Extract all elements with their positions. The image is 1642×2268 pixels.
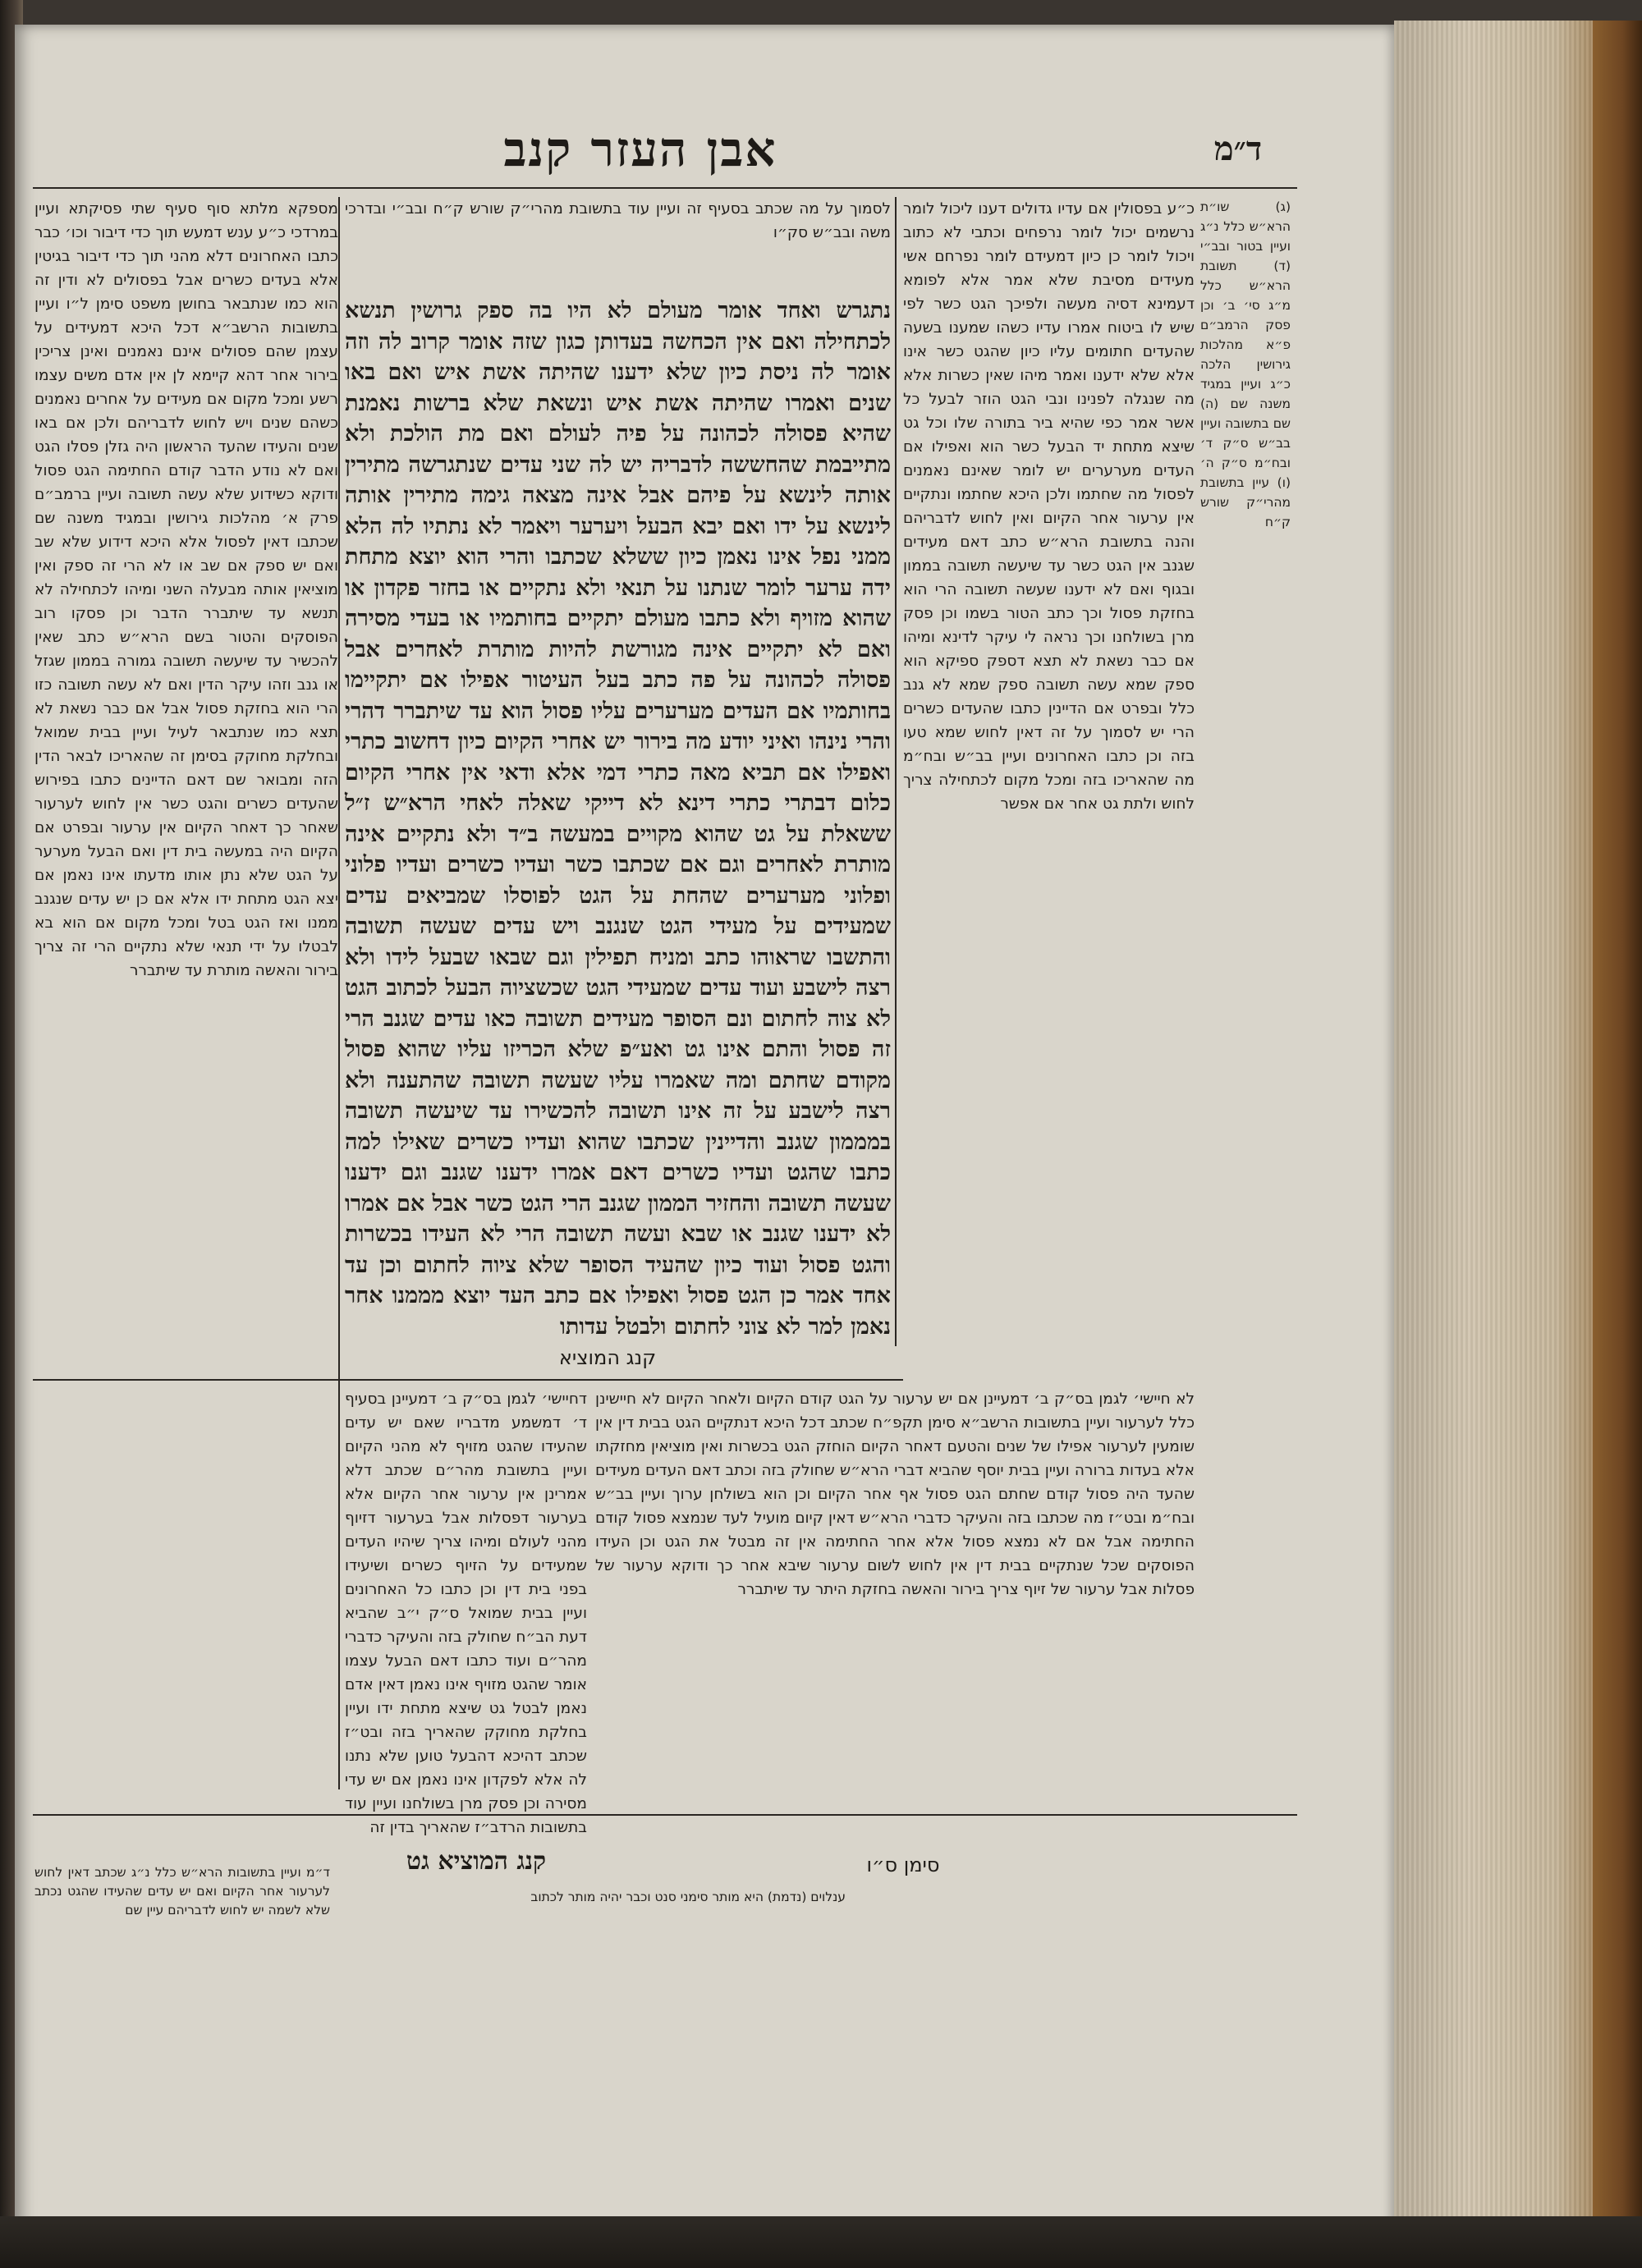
lower-section-title: קנג המוציא גט xyxy=(406,1847,547,1876)
footnote-left: ד״מ ועיין בתשובות הרא״ש כלל נ״ג שכתב דאין לחוש לערעור אחר הקיום ואם יש עדים שהעידו שהגט נכתב שלא לשמה יש לחוש לדבריהם עיין שם xyxy=(34,1865,330,1917)
header-rule xyxy=(33,187,1297,189)
marginal-notes: (ג) שו״ת הרא״ש כלל נ״ג ועיין בטור ובב״י (ד) תשובת הרא״ש כלל מ״ג סי׳ ב׳ וכן פסק הרמב״ם פ״א מהלכות גירושין הלכה כ״ג ועיין במגיד משנה שם (ה) שם בתשובה ועיין בב״ש ס״ק ד׳ ובח״מ ס״ק ה׳ (ו) עיין בתשובת מהרי״ק שורש ק״ח xyxy=(1200,199,1291,529)
book-fore-edge xyxy=(1394,21,1642,2268)
mid-rule xyxy=(33,1379,903,1381)
column-divider-right xyxy=(895,197,897,1346)
side-label: סימן ס״ו xyxy=(866,1853,940,1876)
lower-rule xyxy=(33,1814,1297,1816)
main-text: נתגרש ואחד אומר מעולם לא היו בה ספק גרושין תנשא לכתחילה ואם אין הכחשה בעדותן כגון שזה אומר קרוב לה וזה אומר לה ניסת כיון שלא ידענו שהיתה אשת איש ואם באו שנים ואמרו שהיתה אשת איש ונשאת שלא ברשות נאמנת שהיא פסולה לכהונה על פיה לעולם ואם מת הולכת ולא מתייבמת שהחששה לדבריה יש לה שני עדים שנתגרשה מתירין אותה לינשא על פיהם אבל אינה מצאה גימה מתירין אותה לינשא על ידו ואם יבא הבעל ויערער ויאמר לא נתתיו לה הלא ממני נפל אינו נאמן כיון ששלא שכתבו והרי הוא יוצא מתחת ידה ערער לומר שנתנו על תנאי ולא נתקיים או בחזר פקדון או שהוא מזויף ולא כתבו מעולם יתקיים בחותמיו או בעדי מסירה ואם לא יתקיים אינה מגורשת להיות מותרת לאחרים אבל פסולה לכהונה על פה כתב בעל העיטור אפילו אם יתקיימו בחותמיו אם העדים מערערים עליו פסול הוא עד שיתברר דהרי והרי נינהו ואיני יודע מה בירור יש אחרי הקיום כיון דחשוב כתרי ואפילו אם תביא מאה כתרי דמי אלא ודאי אין אחרי הקיום כלום דבתרי כתרי דינא לא דייקי שאלה לאחי הרא״ש ז״ל ששאלת על גט שהוא מקויים במעשה ב״ד ולא נתקיים אינה מותרת לאחרים וגם אם שכתבו כשר ועדיו כשרים ועדיו פלוני ופלוני מערערים שהחת על הגט לפוסלו שמביאים עדים שמעידים על מעידי הגט שנגנב ויש עדים שעשה תשובה והתשבו שראוהו כתב ומניח תפילין וגם שבאו שבעל לידו ולא רצה לישבע ועוד עדים שמעידי הגט שכשציוה הבעל לכתוב הגט לא צוה לחתום ונם הסופר מעידים תשובה כאו עדים שגנב הרי זה פסול והתם אינו גט ואע״פ שלא הכריזו עליו שהוא פסול מקודם שחתם ומה שאמרו עליו שעשה תשובה שהתענה ולא רצה לישבע על זה אינו תשובה להכשירו עד שיעשה תשובה במממון שגנב והדיינין שכתבו שהוא ועדיו כשרים שאילו למה כתבו שהגט ועדיו כשרים דאם אמרו ידענו שגנב וגם ידענו שעשה תשובה והחזיר הממון שגנב הרי הגט כשר אבל אם אמרו לא ידענו שגנב או שבא ועשה תשובה הרי לא העידו בכשרות והגט פסול ועוד כיון שהעיד הסופר שלא ציוה לחתום וכן עד אחד אמר כן הגט פסול ואפילו אם כתב העד יוצא מממנו אחר נאמן למר לא צוני לחתום ולבטל עדותו xyxy=(345,298,891,1340)
footnote-center: ענלוים (נדמת) היא מותר סימני סנט וכבר יהיה מותר לכתוב xyxy=(530,1890,846,1904)
column-divider-left xyxy=(338,197,340,1789)
lower-left-commentary: דחיישי׳ לגמן בס״ק ב׳ דמעיינן בסעיף ד׳ דמשמע מדבריו שאם יש עדים שהעידו שהגט מזויף לא מהני הקיום ועיין בתשובת מהר״ם שכתב דלא אמרינן אין ערעור אחר הקיום אלא בערעור דפסלות אבל בערעור דזיוף מהני לעולם ומיהו צריך שיהיו העדים שמעידים על הזיוף כשרים ושיעידו בפני בית דין וכן כתבו כל האחרונים ועיין בבית שמואל ס״ק י״ב שהביא דעת הב״ח שחולק בזה והעיקר כדברי מהר״ם ועוד כתבו דאם הבעל עצמו אומר שהגט מזויף אינו נאמן דאין אדם נאמן לבטל גט שיצא מתחת ידו ועיין בחלקת מחוקק שהאריך בזה ובט״ז שכתב דהיכא דהבעל טוען שלא נתנו לה אלא לפקדון אינו נאמן אם יש עדי מסירה וכן פסק מרן בשולחנו ועיין עוד בתשובות הרדב״ז שהאריך בדין זה xyxy=(345,1391,587,1836)
end-marker: קנג המוציא xyxy=(558,1346,657,1369)
page-heading: אבן העזר קנב xyxy=(503,121,777,177)
bottom-shadow xyxy=(0,2216,1642,2268)
upper-commentary: לסמוך על מה שכתב בסעיף זה ועיין עוד בתשובת מהרי״ק שורש ק״ח ובב״י ובדרכי משה ובב״ש סק״ו xyxy=(345,200,891,241)
lower-right-commentary: לא חיישי׳ לגמן בס״ק ב׳ דמעיינן אם יש ערעור על הגט קודם הקיום ולאחר הקיום לא חיישינן כלל לערעור ועיין בתשובות הרשב״א סימן תקפ״ח שכתב דכל היכא דנתקיים הגט בבית דין אין שומעין לערעור אפילו של שנים והטעם דאחר הקיום הוחזק הגט בכשרות ואין מוציאין מחזקתו אלא בעדות ברורה ועיין בבית יוסף שהביא דברי הרא״ש שחולק בזה וכתב דאם העדים מעידים שהעד היה פסול קודם שחתם הגט פסול אף אחר הקיום וכן הוא בשולחן ערוך ועיין בב״ש ובח״מ ובט״ז מה שכתבו בזה והעיקר כדברי הרא״ש דאין קיום מועיל לעד שנמצא פסול קודם החתימה אבל אם לא נמצא פסול אלא אחר החתימה אין זה מבטל את הגט וכן העידו הפוסקים שכל שנתקיים בבית דין אין לחוש לשום ערעור שיבא אחר כך ודוקא ערעור של פסלות אבל ערעור של זיוף צריך בירור והאשה בחזקת היתר עד שיתברר xyxy=(595,1391,1195,1598)
book-cover-edge xyxy=(1593,21,1642,2268)
right-commentary: כ״ע בפסולין אם עדיו גדולים דענו ליכול לומר נרשמים יכול לומר נרפחים וכתבי לא כתוב ויכול לומר כן כיון דמעידם לומר נפרחם אשי מעידים מסיבת שלא אמר אלא לפומא דעמינא דסיה מעשה ולפיכך הגט כשר לפי שיש לו ביטוח אמרו עדיו כשהו שמענו בשעה שהעדים חתומים עליו כיון שהגט כשר אינו אלא שלא ידענו ואמר מיהו שאין כשרות אלא מה שנגלה לפנינו ונבי הגט הוזר לבעל כל אשר אמר כפי שהיא ביר בתורה שלו וכל גט שיצא מתחת יד הבעל כשר הוא ואפילו אם העדים מערערים יש לומר שאינם נאמנים לפסול מה שחתמו ולכן היכא שחתמו ונתקיים אין ערעור אחר הקיום ואין לחוש לדבריהם והנה בתשובת הרא״ש כתב דאם מעידים שגנב אין הגט כשר עד שיעשה תשובה בממון ובגוף ואם לא ידענו שעשה תשובה הרי הוא בחזקת פסול וכך כתב הטור בשמו וכן פסק מרן בשולחנו וכך נראה לי עיקר לדינא ומיהו אם כבר נשאת לא תצא דספק ספיקא הוא ספק שמא עשה תשובה ספק שמא לא גנב כלל ובפרט אם הדיינין כתבו שהעדים כשרים הרי יש לסמוך על זה דאין לחוש שמא טעו בזה וכן כתבו האחרונים ועיין בב״ש ובח״מ מה שהאריכו בזה ומכל מקום לכתחילה צריך לחוש ולתת גט אחר אם אפשר xyxy=(903,200,1195,813)
folio-number: ד״מ xyxy=(1213,130,1263,168)
left-commentary: מספקא מלתא סוף סעיף שתי פסיקתא ועיין במרדכי כ״ע ענש דמעש תוך כדי דיבור וכו׳ כבר כתבו האחרונים דלא מהני תוך כדי דיבור בגיטין אלא בעדים כשרים אבל בפסולים לא ודין זה הוא כמו שנתבאר בחושן משפט סימן ל״ו ועיין בתשובות הרשב״א דכל היכא דמעידים על עצמן שהם פסולים אינם נאמנים ואינן צריכין בירור אחר דהא קיימא לן אין אדם משים עצמו רשע ומכל מקום אם מעידים על אחרים נאמנים כשהם שנים ויש לחוש לדבריהם ולכן אם באו שנים והעידו שהעד הראשון היה גזלן פסלו הגט ואם לא נודע הדבר קודם החתימה הגט פסול ודוקא כשידוע שלא עשה תשובה ועיין ברמב״ם פרק א׳ מהלכות גירושין ובמגיד משנה שם שכתבו דאין לפסול אלא היכא דידוע שלא שב ואם יש ספק אם שב או לא הרי זה ספק ואין מוציאין אותה מבעלה השני ומיהו לכתחילה לא תנשא עד שיתברר הדבר וכן פסקו רוב הפוסקים והטור בשם הרא״ש כתב שאין להכשיר עד שיעשה תשובה גמורה בממון שגזל או גנב וזהו עיקר הדין ואם לא עשה תשובה כזו הרי הוא בחזקת פסול אבל אם כבר נשאת לא תצא כמו שנתבאר לעיל ועיין בבית שמואל ובחלקת מחוקק בסימן זה שהאריכו לבאר הדין הזה ומבואר שם דאם הדיינים כתבו בפירוש שהעדים כשרים והגט כשר אין לחוש לערעור שאחר כך דאחר הקיום אין ערעור ובפרט אם הקיום היה במעשה בית דין ואם הבעל מערער על הגט שלא נתן אותו מדעתו אינו נאמן אם יצא הגט מתחת ידו אלא אם כן יש עדים שנגנב ממנו ואז הגט בטל ומכל מקום אם הוא בא לבטלו על ידי תנאי שלא נתקיים הרי זה צריך בירור והאשה מותרת עד שיתברר xyxy=(34,200,338,979)
